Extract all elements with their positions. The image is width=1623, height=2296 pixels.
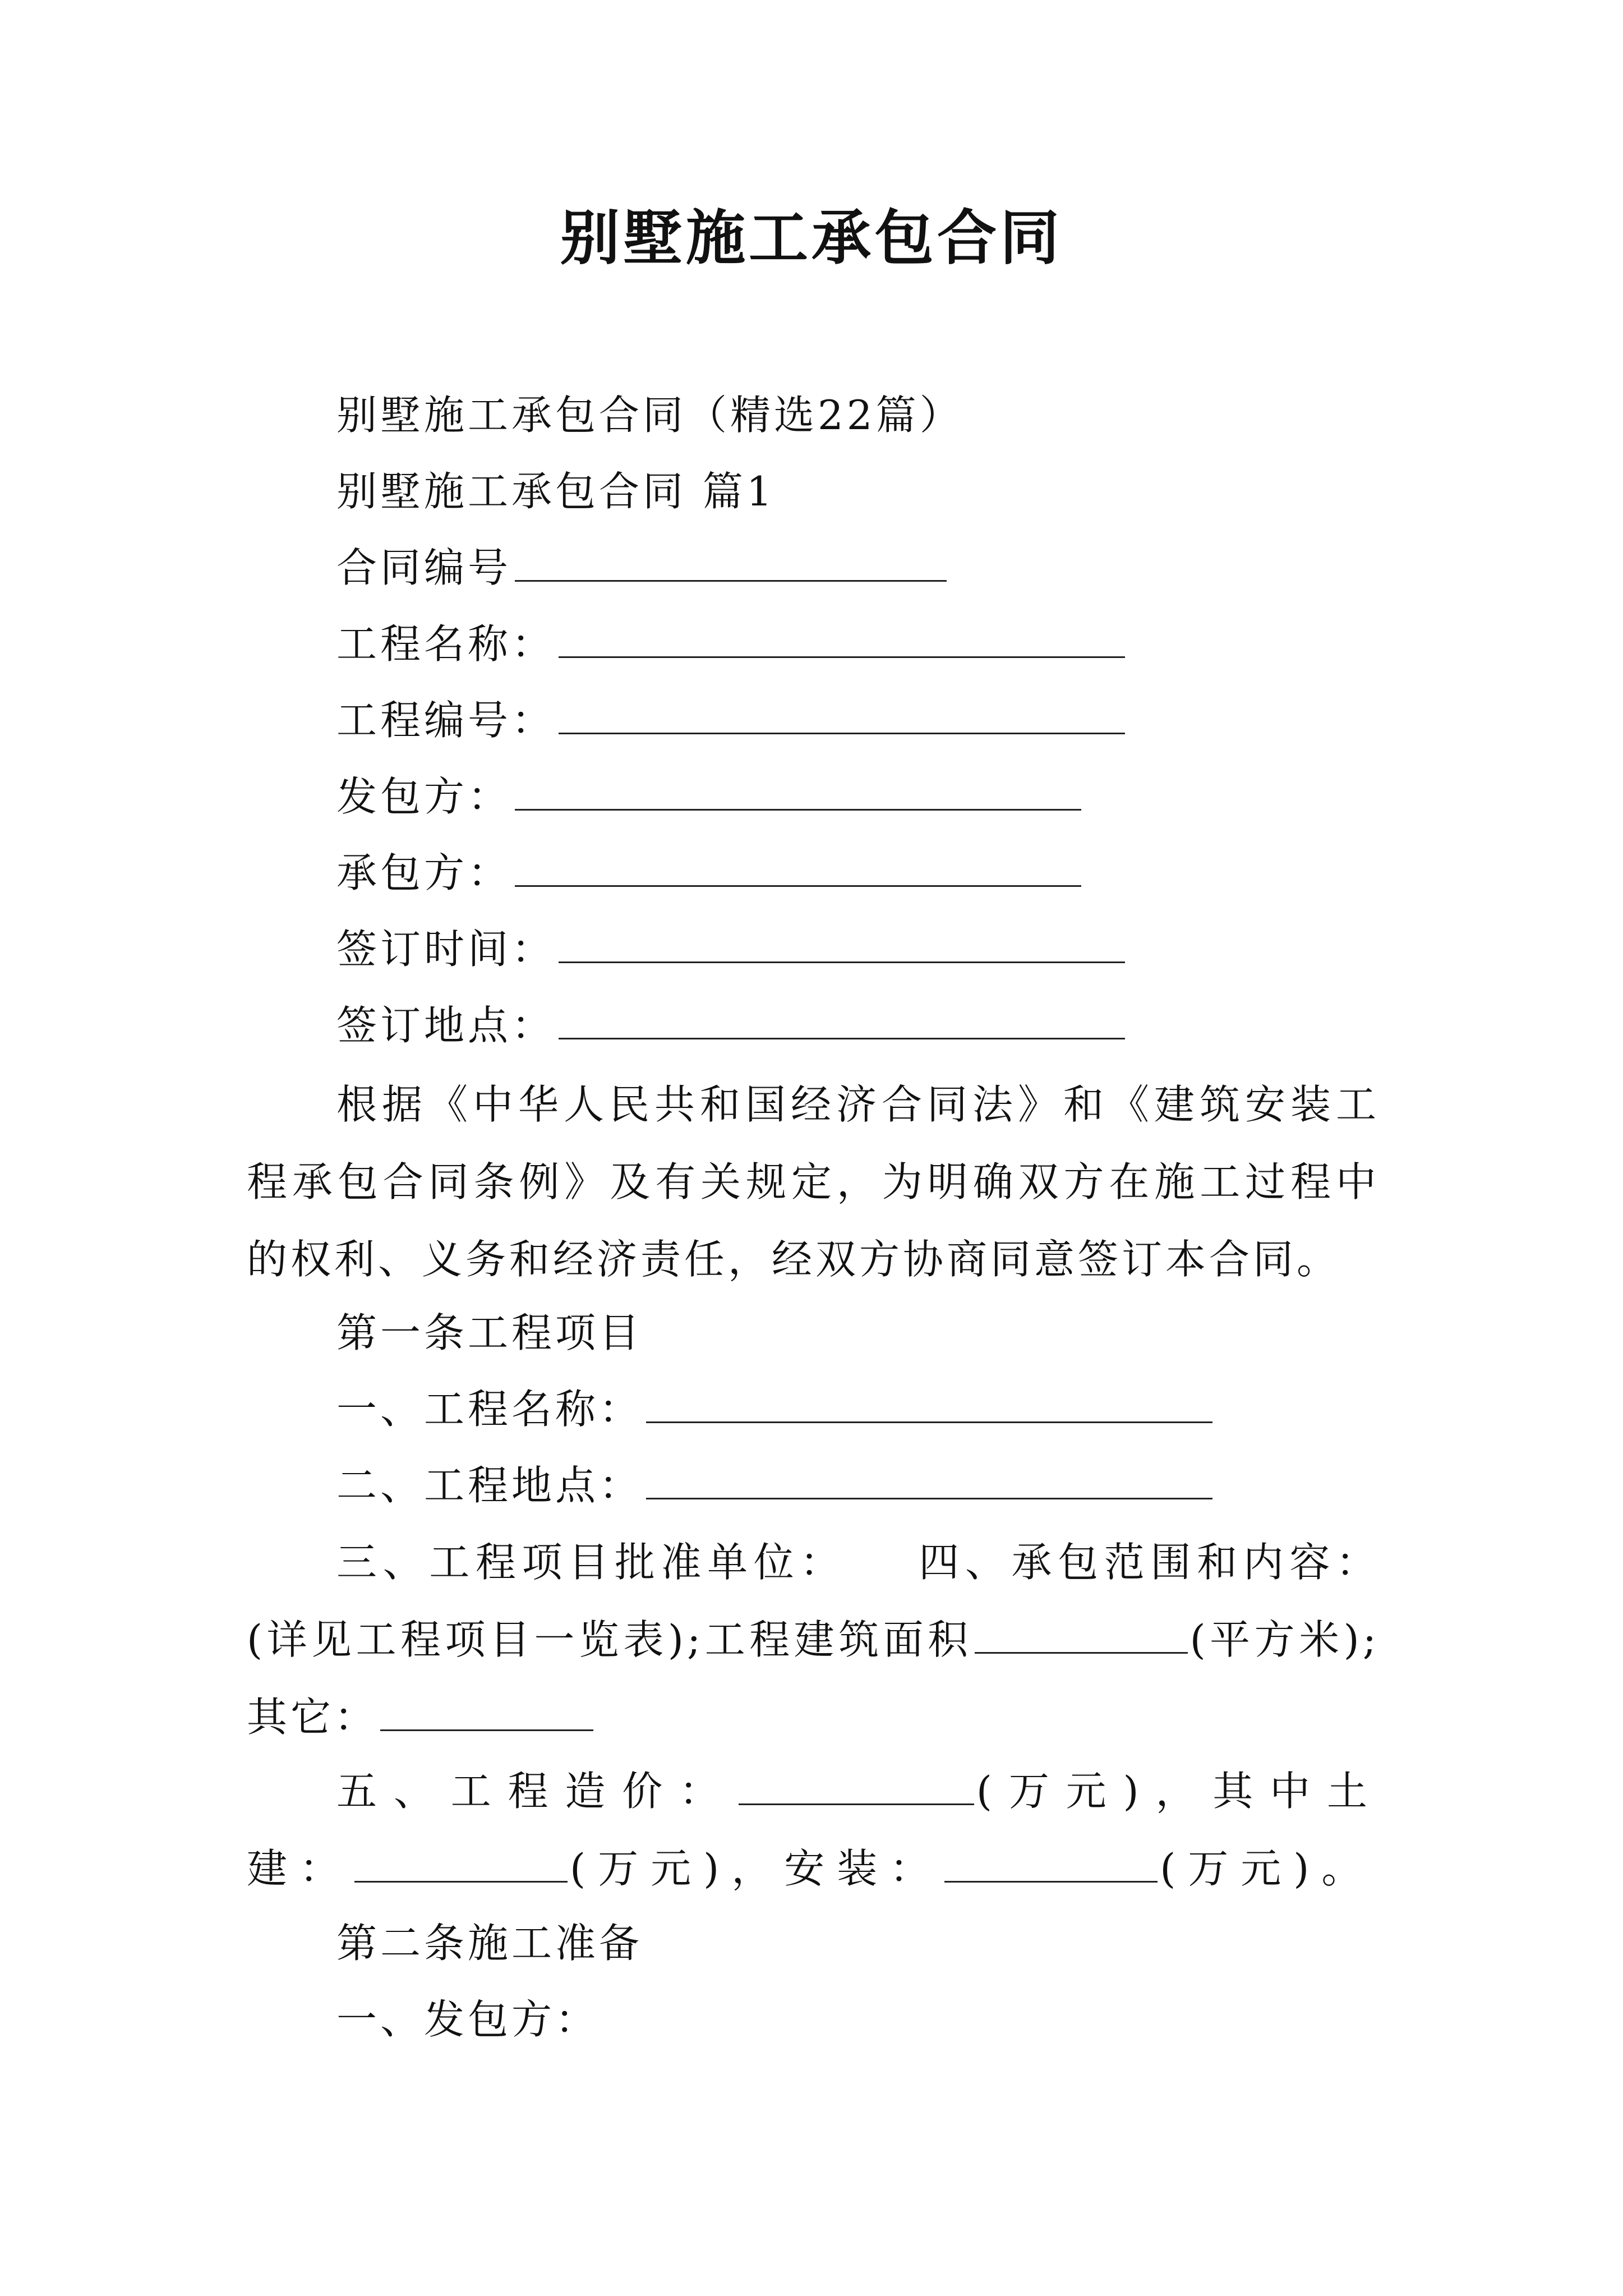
sign-time-field	[336, 921, 1125, 977]
sign-place-label: 签订地点：	[336, 1002, 556, 1049]
sign-time-label: 签订时间：	[336, 926, 556, 973]
article1-item2	[336, 1457, 1212, 1513]
article2-heading: 第二条施工准备	[336, 1920, 643, 1967]
article1-item1	[336, 1381, 1212, 1437]
article1-item2-label: 二、工程地点：	[336, 1462, 643, 1509]
article1-heading: 第一条工程项目	[336, 1309, 643, 1356]
article1-item5-text1: 五、工程造价：	[336, 1768, 736, 1815]
project-name-field	[336, 616, 1125, 672]
contractor-blank	[515, 846, 1081, 887]
article1-item5-text3: (万元)，安装：	[570, 1845, 943, 1892]
article1-item1-label: 一、工程名称：	[336, 1386, 643, 1433]
civil-cost-blank	[354, 1842, 568, 1883]
employer-label: 发包方：	[336, 773, 512, 820]
building-area-blank	[975, 1613, 1188, 1654]
article1-item3-text1: 三、工程项目批准单位： 四、承包范围和内容：(详见工程项目一览表);工程建筑面积	[247, 1539, 1380, 1663]
project-no-blank	[559, 693, 1125, 734]
document-title: 别墅施工承包合同	[560, 203, 1063, 273]
project-no-field	[336, 692, 1125, 748]
section-heading: 别墅施工承包合同 篇1	[336, 468, 776, 515]
article1-item3-paragraph	[247, 1524, 1380, 1756]
article2-item1: 一、发包方：	[336, 1996, 600, 2043]
employer-field	[336, 769, 1081, 825]
article1-item1-blank	[646, 1382, 1212, 1423]
contract-no-field	[336, 540, 947, 596]
sign-place-blank	[559, 999, 1125, 1039]
employer-blank	[515, 770, 1081, 811]
preamble-paragraph: 根据《中华人民共和国经济合同法》和《建筑安装工程承包合同条例》及有关规定，为明确双方在施工过程中的权利、义务和经济责任，经双方协商同意签订本合同。	[247, 1081, 1380, 1283]
document-subtitle: 别墅施工承包合同（精选22篇）	[336, 392, 963, 439]
project-name-blank	[559, 617, 1125, 658]
article1-item2-blank	[646, 1458, 1212, 1499]
installation-cost-blank	[944, 1842, 1158, 1883]
article1-item5-text4: (万元)。	[1160, 1845, 1375, 1892]
article1-item5-paragraph	[247, 1752, 1380, 1907]
contract-no-blank	[515, 541, 947, 582]
contractor-label: 承包方：	[336, 849, 512, 896]
contractor-field	[336, 845, 1081, 901]
sign-time-blank	[559, 922, 1125, 963]
project-cost-blank	[739, 1764, 974, 1805]
project-no-label: 工程编号：	[336, 697, 556, 744]
other-blank	[380, 1690, 593, 1731]
article1-item5-text2: (万元)，其中土建：	[247, 1768, 1380, 1892]
contract-no-label: 合同编号	[336, 544, 512, 591]
project-name-label: 工程名称：	[336, 620, 556, 668]
article1-item3-text2: (平方米);其它：	[247, 1616, 1380, 1741]
sign-place-field	[336, 997, 1125, 1053]
